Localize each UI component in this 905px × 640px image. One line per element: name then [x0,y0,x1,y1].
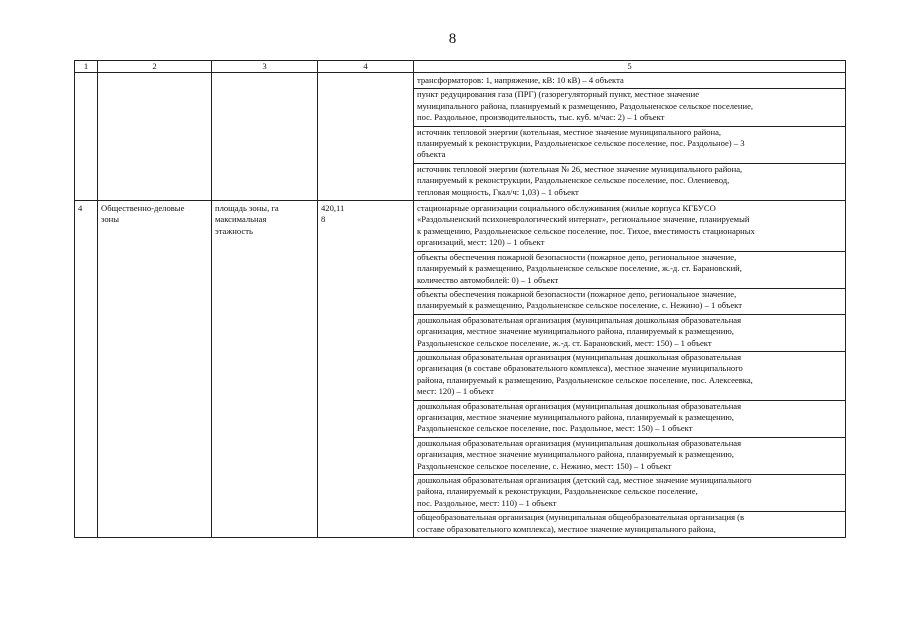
object-entry-line: планируемый к размещению, Раздольненское сельское поселение, с. Нежино) – 1 объект [417,300,742,311]
object-entry [414,127,845,164]
object-entry-line: пос. Раздольное, мест: 110) – 1 объект [417,497,557,508]
object-entry-line: общеобразовательная организация (муниципальная общеобразовательная организация (в [417,512,745,523]
object-entry-line: количество автомобилей: 0) – 1 объект [417,274,559,285]
object-entry-line: стационарные организации социального обслуживания (жилые корпуса КГБУСО [417,203,716,214]
object-entry-line: планируемый к размещению, Раздольненское сельское поселение, ж.-д. ст. Барановский, [417,263,742,274]
object-entry-line: дошкольная образовательная организация (муниципальная дошкольная образовательная [417,437,742,448]
cell-num: 4 [75,201,98,538]
table-row-4 [75,201,846,538]
table-row-continuation [75,73,846,201]
object-entry-line: организация, местное значение муниципального района, планируемый к размещению, [417,449,734,460]
object-entry-line: организаций, мест: 120) – 1 объект [417,237,545,248]
object-entry-line: дошкольная образовательная организация (муниципальная дошкольная образовательная [417,314,742,325]
object-entry-line: объекта [417,149,446,160]
object-entry-line: дошкольная образовательная организация (детский сад, местное значение муниципального [417,475,752,485]
cell-values [318,201,414,538]
object-entry-line: пос. Раздольное, производительность, тыс. куб. м/час: 2) – 1 объект [417,112,665,123]
object-entry-line: Раздольненское сельское поселение, ж.-д. ст. Барановский, мест: 150) – 1 объект [417,337,712,348]
param-floors: максимальная [215,214,267,225]
value-area: 420,11 [321,203,345,214]
object-entry [414,401,845,438]
zone-name-line: зоны [101,214,120,225]
zones-table [74,60,846,538]
object-entry-line: тепловая мощность, Гкал/ч: 1,03) – 1 объект [417,186,579,197]
zone-name-line: Общественно-деловые [101,203,185,214]
object-entry-line: источник тепловой энергии (котельная № 26, местное значение муниципального района, [417,163,743,174]
object-entry [414,252,845,289]
value-floors: 8 [321,214,326,225]
object-entry-line: дошкольная образовательная организация (муниципальная дошкольная образовательная [417,400,742,411]
object-entry-line: составе образовательного комплекса), местное значение муниципального района, [417,523,716,534]
object-entry-line: планируемый к реконструкции, Раздольненское сельское поселение, пос. Раздольное) – 3 [417,138,745,149]
object-entry-line: источник тепловой энергии (котельная, местное значение муниципального района, [417,126,722,137]
object-entry-line: дошкольная образовательная организация (муниципальная дошкольная образовательная [417,351,742,362]
object-entry [414,289,845,315]
object-entry-line: района, планируемый к размещению, Раздольненское сельское поселение, пос. Алексеевка, [417,374,753,385]
header-col-2: 2 [98,61,212,73]
object-entry [414,164,845,200]
cell-zone [98,73,212,201]
object-entry-line: к размещению, Раздольненское сельское поселение, пос. Тихое, вместимость стационарных [417,225,755,236]
object-entry [414,512,845,537]
object-entry-line: муниципального района, планируемый к размещению, Раздольненское сельское поселение, [417,100,754,111]
header-row [75,61,846,73]
object-entry [414,438,845,475]
object-entry [414,89,845,126]
object-entry-line: Раздольненское сельское поселение, с. Нежино, мест: 150) – 1 объект [417,460,672,471]
object-entry-line: объекты обеспечения пожарной безопасности (пожарное депо, региональное значение, [417,251,737,262]
object-entry-line: объекты обеспечения пожарной безопасности (пожарное депо, региональное значение, [417,288,737,299]
header-col-5: 5 [414,61,846,73]
object-entry [414,73,845,89]
object-entry-line: района, планируемый к реконструкции, Раздольненское сельское поселение, [417,486,698,497]
object-entry [414,315,845,352]
object-entry [414,352,845,401]
object-entry-line: трансформаторов: 1, напряжение, кВ: 10 кВ) – 4 объекта [417,75,624,85]
object-entry-line: организация, местное значение муниципального района, планируемый к размещению, [417,326,734,337]
cell-num [75,73,98,201]
object-entry-line: организация, местное значение муниципального района, планируемый к размещению, [417,411,734,422]
object-entry-line: организация (в составе образовательного комплекса), местное значение муниципального [417,363,743,374]
header-col-4: 4 [318,61,414,73]
cell-objects [414,73,846,201]
cell-params [212,201,318,538]
header-col-1: 1 [75,61,98,73]
object-entry-line: мест: 120) – 1 объект [417,386,494,397]
cell-values [318,73,414,201]
object-entry [414,475,845,512]
object-entry-line: Раздольненское сельское поселение, пос. Раздольное, мест: 150) – 1 объект [417,423,693,434]
object-entry-line: «Раздольненский психоневрологический интернат», региональное значение, планируемый [417,214,750,225]
header-col-3: 3 [212,61,318,73]
param-floors: этажность [215,225,253,236]
object-entry [414,201,845,252]
cell-zone [98,201,212,538]
page-number: 8 [448,31,457,47]
object-entry-line: пункт редуцирования газа (ПРГ) (газорегуляторный пункт, местное значение [417,89,700,100]
cell-params [212,73,318,201]
object-entry-line: планируемый к реконструкции, Раздольненское сельское поселение, пос. Олениевод, [417,175,730,186]
param-area: площадь зоны, га [215,203,279,214]
cell-objects [414,201,846,538]
